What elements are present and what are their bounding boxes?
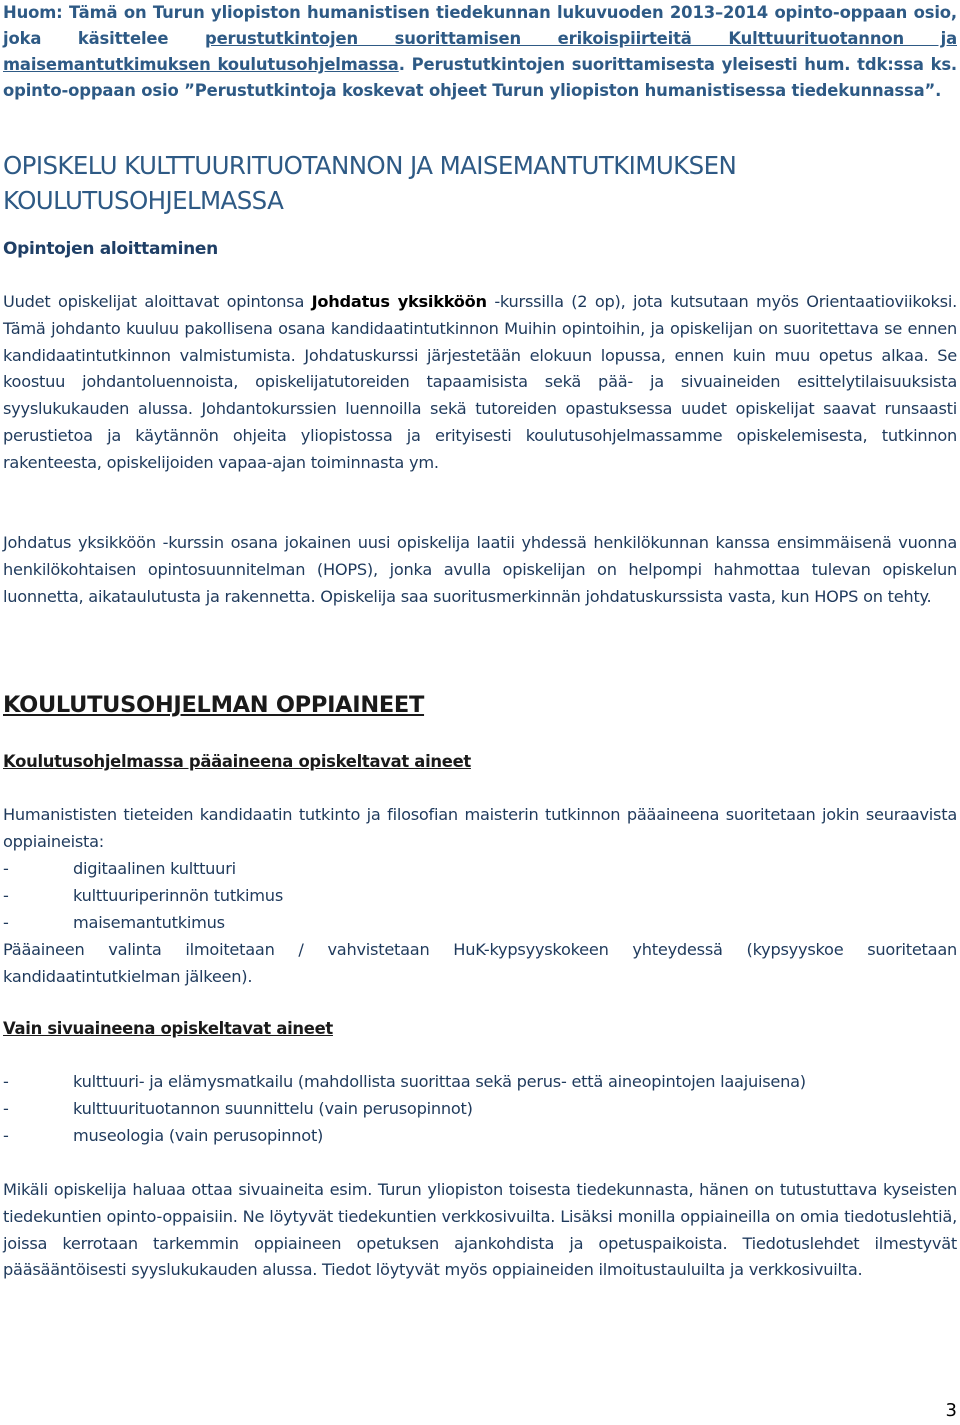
minors-list [3,1069,957,1149]
orientation-text-start: Uudet opiskelijat aloittavat opintonsa [3,292,312,311]
major-heritage-studies: kulttuuriperinnön tutkimus [73,885,283,905]
list-dash: - [3,859,9,878]
minor-tourism: kulttuuri- ja elämysmatkailu (mahdollista suorittaa sekä perus- että aineopintojen laajuisena) [73,1072,806,1091]
list-item [3,1096,957,1123]
notice-text-end: . Perustutkintojen suorittamisesta yleisesti hum. tdk:ssa ks. opinto-oppaan osio ”Perustutkintoja koskevat ohjeet Turun yliopiston humanistisessa tiedekunnassa”. [3,55,958,100]
list-dash: - [3,1098,9,1118]
notice-text-start: Huom: Tämä on Turun yliopiston humanistisen tiedekunnan lukuvuoden 2013–2014 opinto-oppaan osio, joka käsittelee [3,3,957,48]
list-dash: - [3,1072,9,1091]
paragraph-major-selection: Pääaineen valinta ilmoitetaan / vahvistetaan HuK-kypsyyskokeen yhteydessä (kypsyyskoe suoritetaan kandidaatintutkielman jälkeen). [3,940,957,986]
list-dash: - [3,1125,9,1145]
list-item [3,910,957,937]
page-number: 3 [945,1400,957,1421]
section-heading-start: Opintojen aloittaminen [3,239,218,259]
section-heading-subjects: KOULUTUSOHJELMAN OPPIAINEET [3,692,425,718]
major-landscape-studies: maisemantutkimus [73,912,225,932]
main-title: OPISKELU KULTTUURITUOTANNON JA MAISEMANTUTKIMUKSEN KOULUTUSOHJELMASSA [3,151,737,215]
paragraph-closing: Mikäli opiskelija haluaa ottaa sivuaineita esim. Turun yliopiston toisesta tiedekunnasta, hänen on tutustuttava kyseisten tiedekuntien opinto-oppaisiin. Ne löytyvät tiedekuntien verkkosivuilta. Lisäksi monilla oppiaineilla on omia tiedotuslehtiä, joissa kerrotaan tarkemmin oppiaineen opetuksen ajankohdista ja opetuspaikoista. Tiedotuslehdet ilmestyvät pääsääntöisesti syyslukukauden alussa. Tiedot löytyvät myös oppiaineiden ilmoitustauluilta ja verkkosivuilta. [3,1180,957,1280]
major-digital-culture: digitaalinen kulttuuri [73,859,236,878]
list-item [3,856,957,883]
paragraph-orientation [3,289,957,477]
list-item [3,883,957,910]
document-notice [3,0,957,104]
orientation-text-rest: -kurssilla (2 op), jota kutsutaan myös Orientaatioviikoksi. Tämä johdanto kuuluu pakollisena osana kandidaatintutkinnon Muihin opintoihin, ja opiskelijan on suoritettava se ennen kandidaatintutkinnon valmistumista. Johdatuskurssi järjestetään elokuun lopussa, ennen kuin muu opetus alkaa. Se koostuu johdantoluennoista, opiskelijatutoreiden tapaamisista sekä pää- ja sivuaineiden esittelytilaisuuksista syyslukukauden alussa. Johdantokurssien luennoilla sekä tutoreiden opastuksessa uudet opiskelijat saavat runsaasti perustietoa ja käytännön ohjeita yliopistossa ja erityisesti koulutusohjelmassamme opiskelemisesta, tutkinnon rakenteesta, opiskelijoiden vapaa-ajan toiminnasta ym. [3,292,957,472]
minor-production-planning: kulttuurituotannon suunnittelu (vain perusopinnot) [73,1098,473,1118]
list-item [3,1069,957,1096]
list-item [3,1123,957,1150]
minor-museology: museologia (vain perusopinnot) [73,1125,324,1145]
course-name: Johdatus yksikköön [311,292,487,311]
list-dash: - [3,912,9,932]
list-dash: - [3,885,9,905]
subheading-majors: Koulutusohjelmassa pääaineena opiskeltavat aineet [3,752,471,771]
subheading-minors: Vain sivuaineena opiskeltavat aineet [3,1019,333,1038]
paragraph-hops: Johdatus yksikköön -kurssin osana jokainen uusi opiskelija laatii yhdessä henkilökunnan kanssa ensimmäisenä vuonna henkilökohtaisen opintosuunnitelman (HOPS), jonka avulla opiskelijan on helpompi hahmottaa tulevan opiskelun luonnetta, aikataulutusta ja rakennetta. Opiskelija saa suoritusmerkinnän johdatuskurssista vasta, kun HOPS on tehty. [3,533,957,606]
paragraph-majors-intro: Humanististen tieteiden kandidaatin tutkinto ja filosofian maisterin tutkinnon pääaineena suoritetaan jokin seuraavista oppiaineista: [3,805,957,851]
notice-link[interactable]: perustutkintojen suorittamisen erikoispiirteitä Kulttuurituotannon ja maisemantutkimuksen koulutusohjelmassa [3,29,957,74]
majors-list [3,856,957,936]
